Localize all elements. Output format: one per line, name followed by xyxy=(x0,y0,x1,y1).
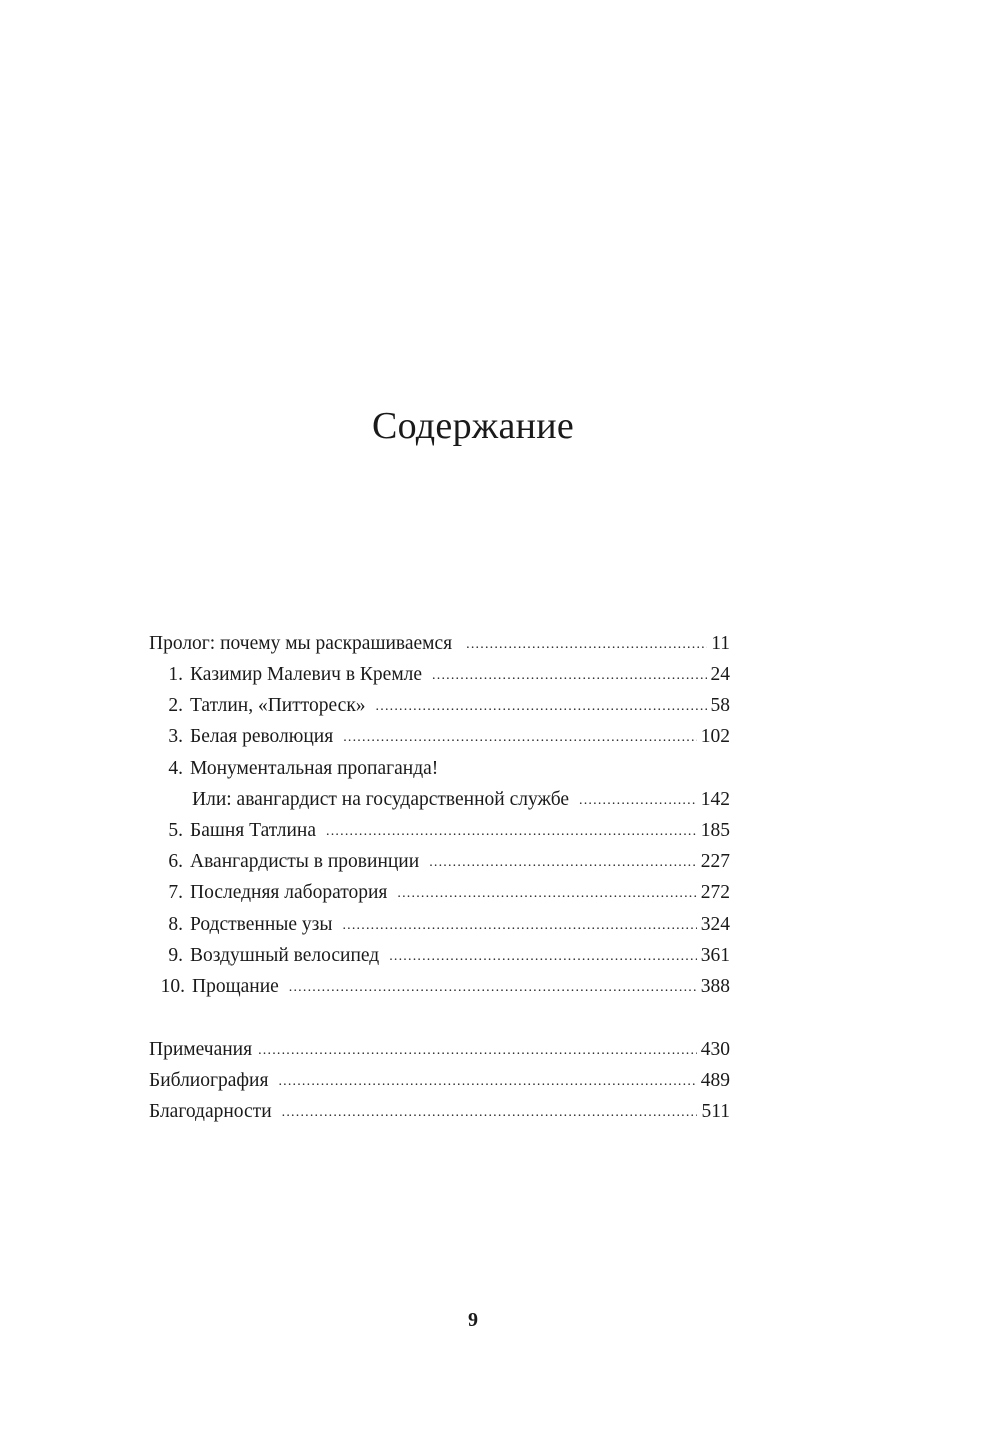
dot-leader xyxy=(429,849,697,877)
toc-entry-page: 511 xyxy=(701,1101,730,1122)
toc-entry-page: 102 xyxy=(700,726,730,747)
toc-entry-number: 9. xyxy=(168,945,183,966)
toc-entry-number: 7. xyxy=(168,882,183,903)
toc-entry-title: Авангардисты в провинции xyxy=(190,851,420,872)
toc-entry-chapter-4-continuation[interactable] xyxy=(149,786,730,814)
toc-entry-chapter-1[interactable] xyxy=(149,661,730,689)
dot-leader xyxy=(432,662,706,690)
dot-leader xyxy=(342,912,696,940)
toc-entry-subtitle: Или: авангардист на государственной службе xyxy=(192,789,570,810)
dot-leader xyxy=(376,693,707,721)
page-number: 9 xyxy=(468,1309,478,1331)
toc-entry-chapter-5[interactable] xyxy=(149,817,730,845)
dot-leader xyxy=(343,724,697,752)
toc-entry-page: 272 xyxy=(700,882,730,903)
toc-entry-title: Башня Татлина xyxy=(190,820,317,841)
toc-entry-chapter-2[interactable] xyxy=(149,692,730,720)
toc-entry-chapter-8[interactable] xyxy=(149,911,730,939)
toc-entry-notes[interactable] xyxy=(149,1036,730,1064)
dot-leader xyxy=(389,943,697,971)
toc-entry-page: 185 xyxy=(700,820,730,841)
dot-leader xyxy=(579,787,697,815)
dot-leader xyxy=(466,631,707,659)
dot-leader xyxy=(258,1037,697,1065)
toc-entry-number: 6. xyxy=(168,851,183,872)
toc-entry-chapter-4[interactable] xyxy=(149,755,730,783)
toc-entry-title: Последняя лаборатория xyxy=(190,882,388,903)
toc-entry-number: 3. xyxy=(168,726,183,747)
dot-leader xyxy=(282,1099,698,1127)
toc-entry-title: Родственные узы xyxy=(190,914,333,935)
toc-entry-acknowledgements[interactable] xyxy=(149,1098,730,1126)
toc-entry-title: Прощание xyxy=(192,976,279,997)
toc-entry-number: 10. xyxy=(160,976,185,997)
toc-entry-page: 58 xyxy=(710,695,730,716)
toc-entry-page: 324 xyxy=(700,914,730,935)
dot-leader xyxy=(289,974,697,1002)
toc-entry-page: 388 xyxy=(700,976,730,997)
toc-entry-page: 11 xyxy=(711,633,730,654)
toc-entry-chapter-6[interactable] xyxy=(149,848,730,876)
toc-entry-number: 5. xyxy=(168,820,183,841)
toc-entry-page: 361 xyxy=(700,945,730,966)
toc-entry-number: 4. xyxy=(168,758,183,779)
toc-entry-prologue[interactable] xyxy=(149,630,730,658)
page-title: Содержание xyxy=(371,405,575,447)
toc-entry-chapter-10[interactable] xyxy=(149,973,730,1001)
dot-leader xyxy=(326,818,697,846)
toc-entry-page: 227 xyxy=(700,851,730,872)
toc-entry-title: Благодарности xyxy=(149,1101,272,1122)
toc-entry-title: Татлин, «Питтореск» xyxy=(190,695,366,716)
toc-entry-title: Библиография xyxy=(149,1070,269,1091)
toc-entry-page: 24 xyxy=(710,664,730,685)
toc-entry-chapter-7[interactable] xyxy=(149,879,730,907)
toc-entry-page: 489 xyxy=(700,1070,730,1091)
toc-entry-bibliography[interactable] xyxy=(149,1067,730,1095)
toc-entry-chapter-3[interactable] xyxy=(149,723,730,751)
toc-entry-title: Пролог: почему мы раскрашиваемся xyxy=(149,633,453,654)
toc-entry-page: 430 xyxy=(700,1039,730,1060)
toc-entry-title: Монументальная пропаганда! xyxy=(190,758,439,779)
toc-entry-title: Белая революция xyxy=(190,726,334,747)
dot-leader xyxy=(278,1068,696,1096)
toc-entry-number: 1. xyxy=(168,664,183,685)
toc-entry-title: Воздушный велосипед xyxy=(190,945,380,966)
toc-entry-chapter-9[interactable] xyxy=(149,942,730,970)
toc-entry-number: 2. xyxy=(168,695,183,716)
toc-entry-title: Примечания xyxy=(149,1039,253,1060)
dot-leader xyxy=(397,880,696,908)
toc-entry-number: 8. xyxy=(168,914,183,935)
toc-entry-title: Казимир Малевич в Кремле xyxy=(190,664,423,685)
toc-entry-page: 142 xyxy=(700,789,730,810)
